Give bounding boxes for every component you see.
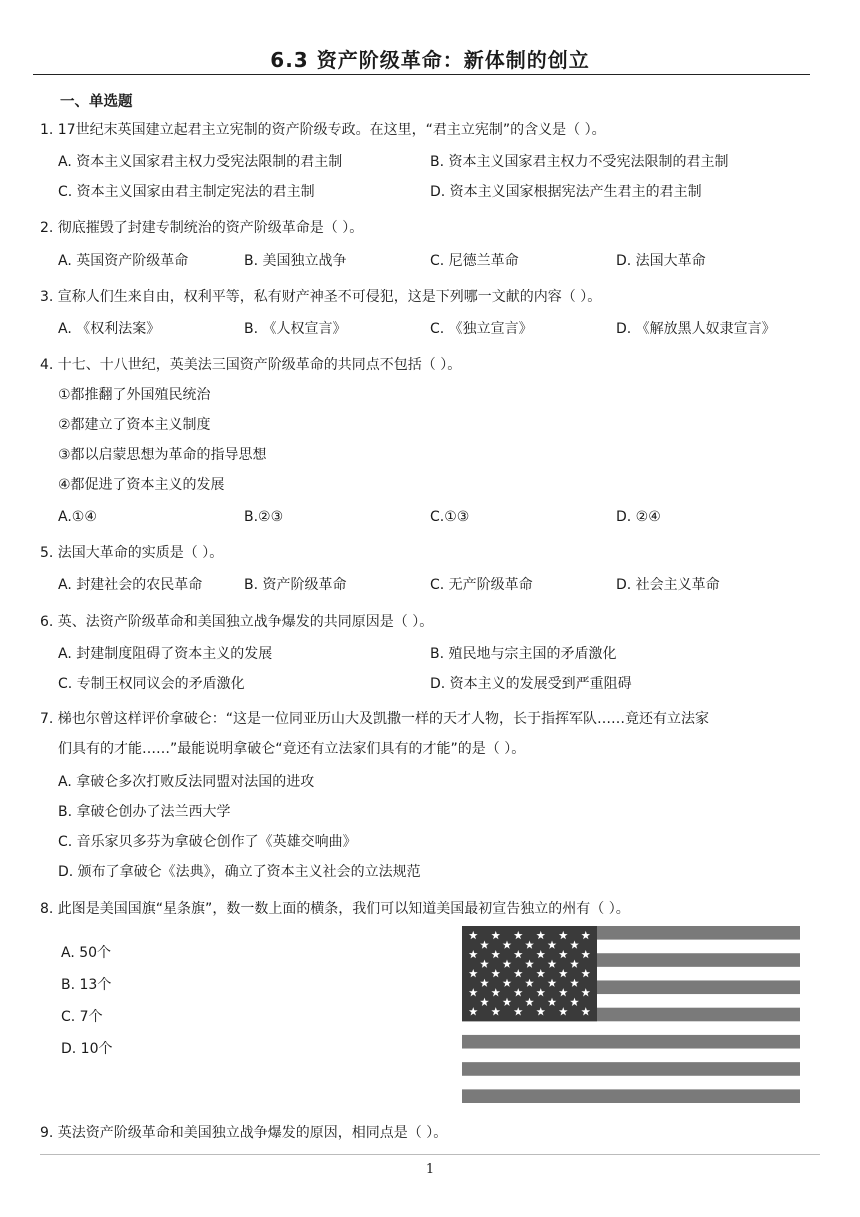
question-5-option-b: B. 资产阶级革命 <box>244 577 347 593</box>
question-4-statement-1: ①都推翻了外国殖民统治 <box>58 387 211 403</box>
flag-stripe <box>462 1021 800 1035</box>
question-6-option-d: D. 资本主义的发展受到严重阻碍 <box>430 676 632 692</box>
question-3-option-c: C. 《独立宣言》 <box>430 321 533 337</box>
question-1-stem: 1. 17世纪末英国建立起君主立宪制的资产阶级专政。在这里，“君主立宪制”的含义是（ ）。 <box>40 122 606 138</box>
question-2-stem: 2. 彻底摧毁了封建专制统治的资产阶级革命是（ ）。 <box>40 220 364 236</box>
question-4-statement-4: ④都促进了资本主义的发展 <box>58 477 225 493</box>
question-7-option-a: A. 拿破仑多次打败反法同盟对法国的进攻 <box>58 774 315 790</box>
question-2-option-c: C. 尼德兰革命 <box>430 253 519 269</box>
flag-stripe <box>462 1089 800 1103</box>
flag-stripe <box>462 1062 800 1076</box>
question-7-option-d: D. 颁布了拿破仑《法典》，确立了资本主义社会的立法规范 <box>58 864 421 880</box>
section-heading: 一、单选题 <box>60 94 133 110</box>
question-4-statement-2: ②都建立了资本主义制度 <box>58 417 211 433</box>
question-5-option-a: A. 封建社会的农民革命 <box>58 577 203 593</box>
question-1-option-d: D. 资本主义国家根据宪法产生君主的君主制 <box>430 184 702 200</box>
question-4-stem: 4. 十七、十八世纪，英美法三国资产阶级革命的共同点不包括（ ）。 <box>40 357 462 373</box>
question-8-option-c: C. 7个 <box>61 1009 103 1025</box>
question-4-statement-3: ③都以启蒙思想为革命的指导思想 <box>58 447 267 463</box>
question-4-option-c: C.①③ <box>430 509 470 525</box>
question-7-stem-line-1: 7. 梯也尔曾这样评价拿破仑：“这是一位同亚历山大及凯撒一样的天才人物，长于指挥军队……竟还有立法家 <box>40 711 710 727</box>
question-7-stem-line-2: 们具有的才能……”最能说明拿破仑“竟还有立法家们具有的才能”的是（ ）。 <box>58 741 526 757</box>
us-flag-image <box>462 926 800 1103</box>
question-8-option-a: A. 50个 <box>61 945 112 961</box>
question-9-stem: 9. 英法资产阶级革命和美国独立战争爆发的原因，相同点是（ ）。 <box>40 1125 448 1141</box>
question-3-option-a: A. 《权利法案》 <box>58 321 161 337</box>
question-6-stem: 6. 英、法资产阶级革命和美国独立战争爆发的共同原因是（ ）。 <box>40 614 434 630</box>
question-7-option-c: C. 音乐家贝多芬为拿破仑创作了《英雄交响曲》 <box>58 834 357 850</box>
question-8-option-b: B. 13个 <box>61 977 112 993</box>
flag-stripe <box>462 1049 800 1063</box>
question-2-option-a: A. 英国资产阶级革命 <box>58 253 189 269</box>
title-rule <box>33 74 810 75</box>
question-8-stem: 8. 此图是美国国旗“星条旗”，数一数上面的横条，我们可以知道美国最初宣告独立的州有（ ）。 <box>40 901 630 917</box>
footer-rule <box>40 1154 820 1155</box>
question-1-option-a: A. 资本主义国家君主权力受宪法限制的君主制 <box>58 154 343 170</box>
question-2-option-d: D. 法国大革命 <box>616 253 706 269</box>
question-7-option-b: B. 拿破仑创办了法兰西大学 <box>58 804 231 820</box>
question-6-option-a: A. 封建制度阻碍了资本主义的发展 <box>58 646 273 662</box>
question-1-option-b: B. 资本主义国家君主权力不受宪法限制的君主制 <box>430 154 729 170</box>
question-8-option-d: D. 10个 <box>61 1041 113 1057</box>
question-3-option-d: D. 《解放黑人奴隶宣言》 <box>616 321 776 337</box>
question-3-stem: 3. 宣称人们生来自由，权利平等，私有财产神圣不可侵犯，这是下列哪一文献的内容（ ）。 <box>40 289 602 305</box>
question-6-option-b: B. 殖民地与宗主国的矛盾激化 <box>430 646 617 662</box>
question-1-option-c: C. 资本主义国家由君主制定宪法的君主制 <box>58 184 315 200</box>
question-2-option-b: B. 美国独立战争 <box>244 253 347 269</box>
flag-canton <box>462 926 597 1021</box>
question-6-option-c: C. 专制王权同议会的矛盾激化 <box>58 676 245 692</box>
page-title: 6.3 资产阶级革命：新体制的创立 <box>270 48 590 72</box>
flag-stripe <box>462 1035 800 1049</box>
question-4-option-a: A.①④ <box>58 509 97 525</box>
question-5-option-c: C. 无产阶级革命 <box>430 577 533 593</box>
flag-stripe <box>462 1076 800 1090</box>
question-5-stem: 5. 法国大革命的实质是（ ）。 <box>40 545 224 561</box>
question-3-option-b: B. 《人权宣言》 <box>244 321 347 337</box>
page-number: 1 <box>425 1162 435 1177</box>
question-4-option-d: D. ②④ <box>616 509 661 525</box>
us-flag-graphic <box>462 926 800 1103</box>
question-5-option-d: D. 社会主义革命 <box>616 577 720 593</box>
question-4-option-b: B.②③ <box>244 509 284 525</box>
